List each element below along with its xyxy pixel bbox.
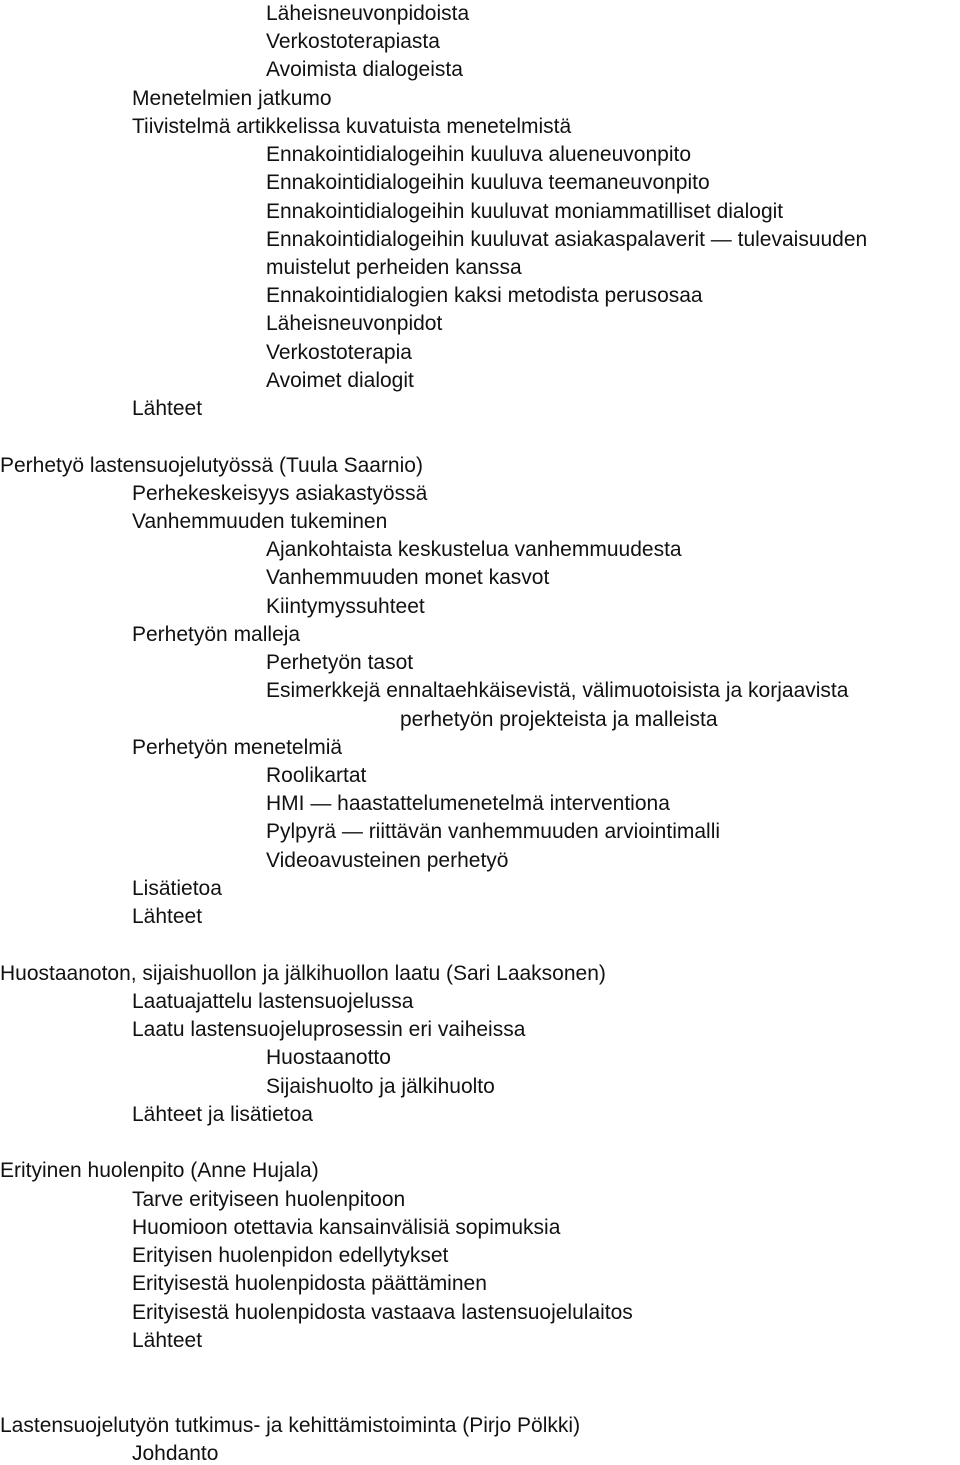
toc-entry: Lähteet [132,397,203,420]
toc-entry: Johdanto [132,1442,219,1465]
toc-entry: Sijaishuolto ja jälkihuolto [266,1075,495,1098]
toc-entry: Perhetyö lastensuojelutyössä (Tuula Saarnio) [0,454,423,477]
toc-entry: Ajankohtaista keskustelua vanhemmuudesta [266,538,682,561]
toc-entry: perhetyön projekteista ja malleista [400,708,718,731]
toc-entry: Esimerkkejä ennaltaehkäisevistä, välimuotoisista ja korjaavista [266,679,849,702]
toc-entry: Huostaanoton, sijaishuollon ja jälkihuollon laatu (Sari Laaksonen) [0,962,606,985]
toc-entry: Perhetyön malleja [132,623,301,646]
toc-entry: HMI — haastattelumenetelmä interventiona [266,792,670,815]
toc-entry: Avoimista dialogeista [266,58,463,81]
toc-entry: Erityisen huolenpidon edellytykset [132,1244,449,1267]
toc-entry: Erityisestä huolenpidosta päättäminen [132,1272,487,1295]
toc-entry: Perhetyön tasot [266,651,414,674]
toc-entry: Verkostoterapiasta [266,30,440,53]
toc-entry: Lisätietoa [132,877,222,900]
toc-entry: Huomioon otettavia kansainvälisiä sopimuksia [132,1216,561,1239]
toc-entry: Kiintymyssuhteet [266,595,425,618]
toc-entry: muistelut perheiden kanssa [266,256,522,279]
toc-entry: Lähteet [132,1329,203,1352]
toc-entry: Perhekeskeisyys asiakastyössä [132,482,428,505]
toc-entry: Roolikartat [266,764,367,787]
toc-entry: Avoimet dialogit [266,369,414,392]
toc-entry: Lähteet [132,905,203,928]
toc-entry: Laatu lastensuojeluprosessin eri vaiheissa [132,1018,526,1041]
toc-entry: Läheisneuvonpidoista [266,2,470,25]
toc-entry: Vanhemmuuden tukeminen [132,510,388,533]
toc-entry: Lähteet ja lisätietoa [132,1103,313,1126]
toc-entry: Lastensuojelutyön tutkimus- ja kehittämistoiminta (Pirjo Pölkki) [0,1414,581,1437]
toc-entry: Menetelmien jatkumo [132,87,332,110]
toc-entry: Perhetyön menetelmiä [132,736,343,759]
toc-entry: Huostaanotto [266,1046,391,1069]
toc-entry: Ennakointidialogeihin kuuluva alueneuvonpito [266,143,691,166]
toc-entry: Verkostoterapia [266,341,412,364]
toc-entry: Tarve erityiseen huolenpitoon [132,1188,406,1211]
toc-entry: Vanhemmuuden monet kasvot [266,566,550,589]
toc-entry: Tiivistelmä artikkelissa kuvatuista menetelmistä [132,115,572,138]
toc-entry: Ennakointidialogeihin kuuluva teemaneuvonpito [266,171,710,194]
toc-entry: Ennakointidialogeihin kuuluvat asiakaspalaverit — tulevaisuuden [266,228,868,251]
toc-entry: Erityinen huolenpito (Anne Hujala) [0,1159,319,1182]
toc-entry: Pylpyrä — riittävän vanhemmuuden arviointimalli [266,820,721,843]
toc-entry: Ennakointidialogeihin kuuluvat moniammatilliset dialogit [266,200,784,223]
toc-entry: Ennakointidialogien kaksi metodista perusosaa [266,284,703,307]
toc-entry: Erityisestä huolenpidosta vastaava lastensuojelulaitos [132,1301,633,1324]
toc-entry: Läheisneuvonpidot [266,312,443,335]
toc-entry: Laatuajattelu lastensuojelussa [132,990,414,1013]
toc-entry: Videoavusteinen perhetyö [266,849,509,872]
